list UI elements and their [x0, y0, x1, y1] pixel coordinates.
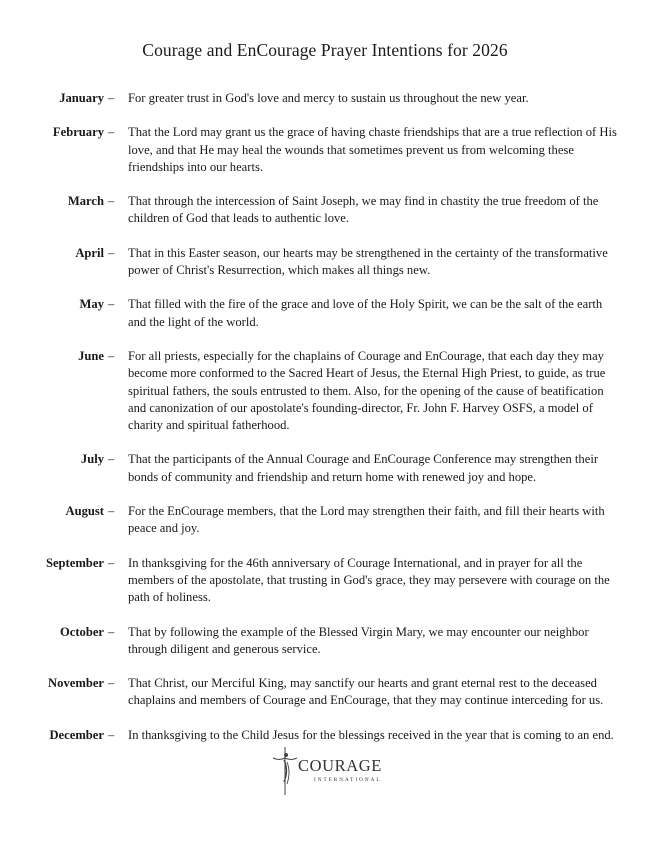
intention-october: [0, 624, 650, 659]
intention-june: [0, 348, 650, 434]
intention-july: [0, 451, 650, 486]
intention-january: [0, 90, 650, 107]
dash: –: [108, 245, 115, 260]
month-label: January: [59, 91, 104, 105]
intention-may: [0, 296, 650, 331]
logo-subtitle: INTERNATIONAL: [314, 777, 382, 783]
intention-text: For all priests, especially for the chaplains of Courage and EnCourage, that each day they may become more conformed to the Sacred Heart of Jesus, the Eternal High Priest, to guide, as true spiritual fathers, the souls entrusted to them. Also, for the opening of the cause of beatification and canonization of our apostolate's founding-director, Fr. John F. Harvey OSFS, a model of charity and spiritual fatherhood.: [128, 348, 606, 433]
page-title: Courage and EnCourage Prayer Intentions for 2026: [142, 40, 508, 60]
dash: –: [108, 91, 115, 105]
intention-text: That Christ, our Merciful King, may sanctify our hearts and grant eternal rest to the deceased chaplains and members of Courage and EnCourage, that they may continue interceding for us.: [128, 676, 604, 708]
month-label: July: [80, 452, 104, 467]
intention-text: That the participants of the Annual Courage and EnCourage Conference may strengthen their bonds of community and friendship and return home with renewed joy and hope.: [128, 452, 599, 484]
intentions-list: [0, 90, 650, 761]
dash: –: [108, 125, 115, 140]
intention-text: For the EnCourage members, that the Lord may strengthen their faith, and fill their hearts with peace and joy.: [128, 504, 605, 536]
month-label: May: [79, 297, 104, 312]
month-label: February: [52, 125, 104, 140]
intention-december: [0, 727, 650, 744]
courage-international-logo: [270, 746, 390, 796]
dash: –: [108, 194, 115, 209]
dash: –: [108, 297, 115, 312]
month-label: April: [75, 245, 104, 260]
intention-march: [0, 193, 650, 228]
month-label: June: [78, 348, 104, 363]
dash: –: [108, 504, 115, 519]
intention-august: [0, 503, 650, 538]
intention-text: That by following the example of the Blessed Virgin Mary, we may encounter our neighbor through diligent and generous service.: [128, 624, 589, 656]
month-label: August: [65, 504, 104, 519]
logo-wordmark: COURAGE: [298, 756, 382, 775]
intention-november: [0, 675, 650, 710]
dash: –: [108, 676, 115, 691]
dash: –: [108, 555, 115, 570]
intention-text: That in this Easter season, our hearts may be strengthened in the certainty of the transformative power of Christ's Resurrection, which makes all things new.: [128, 245, 608, 278]
intention-text: In thanksgiving to the Child Jesus for the blessings received in the year that is coming to an end.: [128, 727, 614, 742]
intention-text: That the Lord may grant us the grace of having chaste friendships that are a true reflection of His love, and that He may heal the wounds that sometimes prevent us from welcoming these friendships into our hearts.: [128, 125, 617, 174]
intention-text: That through the intercession of Saint Joseph, we may find in chastity the true freedom of the children of God that leads to authentic love.: [128, 194, 599, 226]
intention-text: That filled with the fire of the grace and love of the Holy Spirit, we can be the salt of the earth and the light of the world.: [128, 297, 603, 329]
dash: –: [108, 727, 115, 742]
month-label: March: [67, 194, 104, 209]
intention-text: For greater trust in God's love and mercy to sustain us throughout the new year.: [128, 91, 529, 105]
intention-april: [0, 245, 650, 280]
month-label: October: [59, 624, 104, 639]
intention-text: In thanksgiving for the 46th anniversary of Courage International, and in prayer for all the members of the apostolate, that trusting in God's grace, they may persevere with courage on the path of holiness.: [128, 555, 610, 605]
dash: –: [108, 348, 115, 363]
month-label: September: [45, 555, 104, 570]
intention-february: [0, 124, 650, 176]
month-label: November: [48, 676, 104, 691]
dash: –: [108, 624, 115, 639]
month-label: December: [49, 727, 104, 742]
intention-september: [0, 555, 650, 607]
dash: –: [108, 452, 115, 467]
